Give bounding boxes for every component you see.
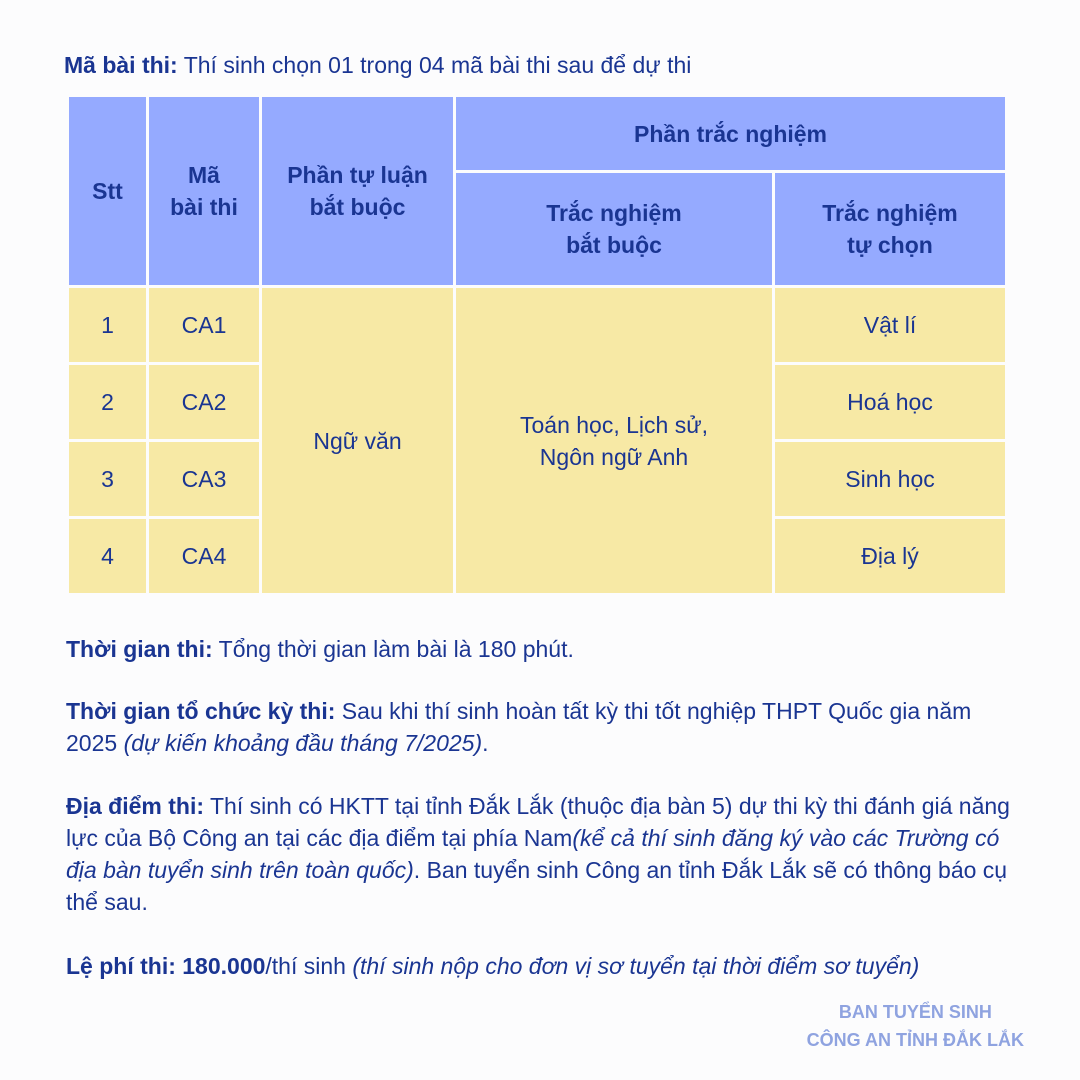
organization-time-label: Thời gian tổ chức kỳ thi: [66,698,336,724]
header-essay-required: Phần tự luận bắt buộc [262,97,453,285]
cell-elective-subject: Sinh học [775,442,1005,516]
cell-mcq-required-subjects: Toán học, Lịch sử, Ngôn ngữ Anh [456,288,772,593]
cell-elective-subject: Vật lí [775,288,1005,362]
fee-note: (thí sinh nộp cho đơn vị sơ tuyển tại thời điểm sơ tuyển) [352,953,920,979]
cell-exam-code: CA1 [149,288,259,362]
fee-unit: /thí sinh [265,953,353,979]
signature-line-1: BAN TUYỂN SINH [838,1002,992,1022]
cell-essay-subject: Ngữ văn [262,288,453,593]
fee-label: Lệ phí thi: 180.000 [66,953,266,979]
exam-time-text: Tổng thời gian làm bài là 180 phút. [212,636,574,662]
exam-time-label: Thời gian thi: [66,636,213,662]
exam-code-table [66,94,1008,596]
signature-block [807,998,1024,1054]
exam-time-paragraph [66,633,1016,665]
header-mcq-elective: Trắc nghiệm tự chọn [775,173,1005,285]
header-mcq-group: Phần trắc nghiệm [456,97,1005,170]
cell-elective-subject: Địa lý [775,519,1005,593]
location-text: Thí sinh có HKTT tại tỉnh Đắk Lắk (thuộc địa bàn 5) dự thi kỳ thi đánh giá năng lực của Bộ Công an tại các địa điểm tại phía Nam [66,793,1010,851]
organization-time-text: Sau khi thí sinh hoàn tất kỳ thi tốt nghiệp THPT Quốc gia năm 2025 [66,698,972,756]
header-exam-code: Mã bài thi [149,97,259,285]
cell-stt: 2 [69,365,146,439]
header-mcq-required: Trắc nghiệm bắt buộc [456,173,772,285]
cell-stt: 1 [69,288,146,362]
location-end: . Ban tuyển sinh Công an tỉnh Đắk Lắk sẽ có thông báo cụ thể sau. [66,857,1008,915]
cell-stt: 4 [69,519,146,593]
organization-time-note: (dự kiến khoảng đầu tháng 7/2025) [123,730,483,756]
organization-time-end: . [482,730,489,756]
table-row [69,288,1005,362]
cell-exam-code: CA2 [149,365,259,439]
cell-exam-code: CA4 [149,519,259,593]
location-paragraph [66,790,1016,918]
intro-line [64,48,691,82]
table-header-row [69,97,1005,170]
location-note: (kể cả thí sinh đăng ký vào các Trường có địa bàn tuyển sinh trên toàn quốc) [66,825,1000,883]
organization-time-paragraph [66,695,1016,759]
cell-stt: 3 [69,442,146,516]
intro-text: Thí sinh chọn 01 trong 04 mã bài thi sau để dự thi [177,52,692,78]
fee-paragraph [66,950,1016,982]
cell-elective-subject: Hoá học [775,365,1005,439]
intro-label: Mã bài thi: [64,52,178,78]
signature-line-2: CÔNG AN TỈNH ĐẮK LẮK [806,1030,1024,1050]
header-stt: Stt [69,97,146,285]
cell-exam-code: CA3 [149,442,259,516]
location-label: Địa điểm thi: [66,793,205,819]
